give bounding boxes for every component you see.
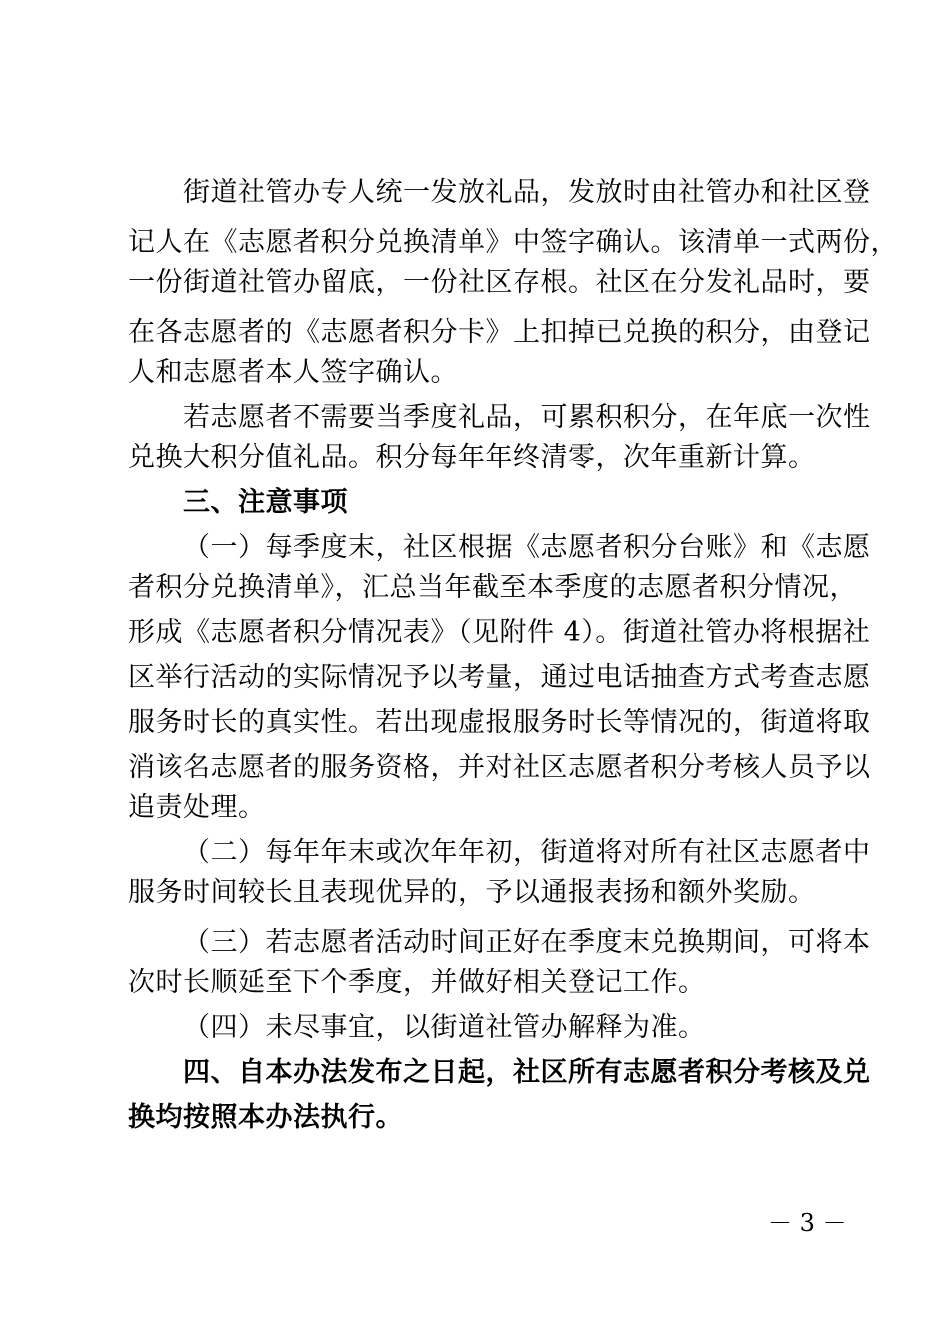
section-heading: 三、注意事项 <box>183 487 348 518</box>
paragraph-line: 街道社管办专人统一发放礼品，发放时由社管办和社区登 <box>183 177 871 208</box>
paragraph-line: （四）未尽事宜，以街道社管办解释为准。 <box>183 1012 706 1043</box>
paragraph-line: （二）每年年末或次年年初，街道将对所有社区志愿者中 <box>183 837 871 868</box>
paragraph-line: 形成《志愿者积分情况表》（见附件 4）。街道社管办将根据社 <box>128 617 871 648</box>
paragraph-line: 四、自本办法发布之日起，社区所有志愿者积分考核及兑 <box>183 1057 871 1088</box>
page-number: － 3 － <box>768 1209 847 1237</box>
paragraph-line: 追责处理。 <box>128 792 266 823</box>
paragraph-line: 者积分兑换清单》，汇总当年截至本季度的志愿者积分情况， <box>128 572 857 603</box>
paragraph-line: （三）若志愿者活动时间正好在季度末兑换期间，可将本 <box>183 927 871 958</box>
paragraph-line: 服务时长的真实性。若出现虚报服务时长等情况的，街道将取 <box>128 707 871 738</box>
paragraph-line: 兑换大积分值礼品。积分每年年终清零，次年重新计算。 <box>128 442 816 473</box>
paragraph-line: 人和志愿者本人签字确认。 <box>128 357 458 388</box>
paragraph-line: （一）每季度末，社区根据《志愿者积分台账》和《志愿 <box>183 532 871 563</box>
paragraph-line: 次时长顺延至下个季度，并做好相关登记工作。 <box>128 967 706 998</box>
paragraph-line: 消该名志愿者的服务资格，并对社区志愿者积分考核人员予以 <box>128 752 871 783</box>
paragraph-line: 若志愿者不需要当季度礼品，可累积积分，在年底一次性 <box>183 402 871 433</box>
paragraph-line: 记人在《志愿者积分兑换清单》中签字确认。该清单一式两份， <box>128 227 898 258</box>
paragraph-line: 换均按照本办法执行。 <box>128 1102 403 1133</box>
paragraph-line: 服务时间较长且表现优异的，予以通报表扬和额外奖励。 <box>128 877 816 908</box>
paragraph-line: 一份街道社管办留底，一份社区存根。社区在分发礼品时，要 <box>128 267 871 298</box>
paragraph-line: 区举行活动的实际情况予以考量，通过电话抽查方式考查志愿 <box>128 662 871 693</box>
paragraph-line: 在各志愿者的《志愿者积分卡》上扣掉已兑换的积分，由登记 <box>128 317 871 348</box>
